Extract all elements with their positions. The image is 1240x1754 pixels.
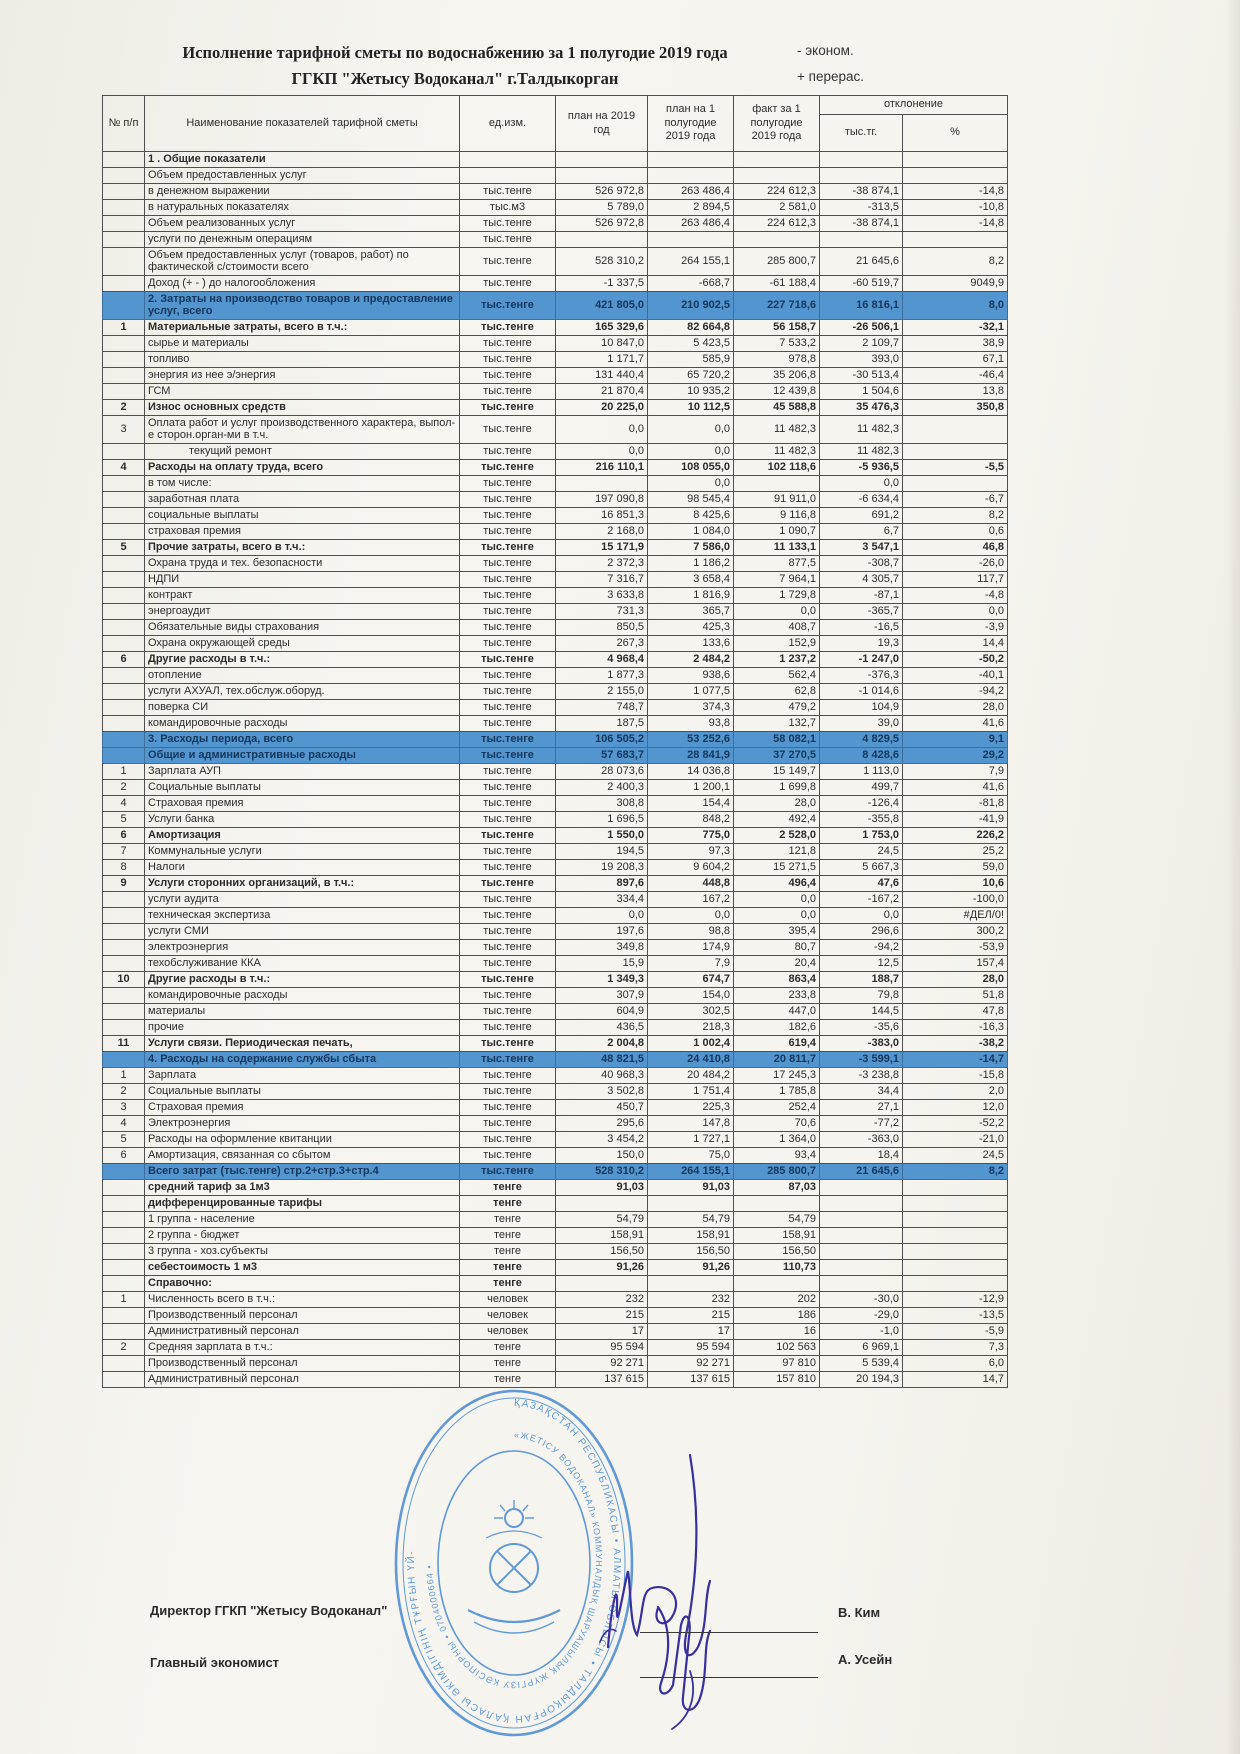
table-row: 2. Затраты на производство товаров и предоставление услуг, всего тыс.тенге 421 805,0 210 902,5 227 718,6 16 816,1 8,0 — [103, 292, 1008, 320]
table-row: социальные выплаты тыс.тенге 16 851,3 8 425,6 9 116,8 691,2 8,2 — [103, 508, 1008, 524]
table-row: энергия из нее э/энергия тыс.тенге 131 440,4 65 720,2 35 206,8 -30 513,4 -46,4 — [103, 368, 1008, 384]
table-row: 1 Материальные затраты, всего в т.ч.: тыс.тенге 165 329,6 82 664,8 56 158,7 -26 506,1 -32,1 — [103, 320, 1008, 336]
table-row: командировочные расходы тыс.тенге 307,9 154,0 233,8 79,8 51,8 — [103, 988, 1008, 1004]
economist-signature-long — [685, 1455, 710, 1655]
table-row: дифференцированные тарифы тенге — [103, 1196, 1008, 1212]
col-header-plan-year: план на 2019 год — [556, 96, 648, 152]
col-header-dev-tys: тыс.тг. — [820, 115, 903, 152]
table-row: материалы тыс.тенге 604,9 302,5 447,0 144,5 47,8 — [103, 1004, 1008, 1020]
table-row: техобслуживание ККА тыс.тенге 15,9 7,9 20,4 12,5 157,4 — [103, 956, 1008, 972]
table-row: себестоимость 1 м3 тенге 91,26 91,26 110,73 — [103, 1260, 1008, 1276]
table-row: сырье и материалы тыс.тенге 10 847,0 5 423,5 7 533,2 2 109,7 38,9 — [103, 336, 1008, 352]
table-body — [103, 152, 1008, 1388]
economist-signature — [658, 1607, 710, 1710]
deviation-legend — [797, 38, 864, 91]
table-row: командировочные расходы тыс.тенге 187,5 93,8 132,7 39,0 41,6 — [103, 716, 1008, 732]
document-title — [110, 40, 800, 93]
table-row: 2 Социальные выплаты тыс.тенге 2 400,3 1 200,1 1 699,8 499,7 41,6 — [103, 780, 1008, 796]
title-line-2: ГГКП "Жетысу Водоканал" г.Талдыкорган — [291, 69, 619, 89]
table-row: ГСМ тыс.тенге 21 870,4 10 935,2 12 439,8 1 504,6 13,8 — [103, 384, 1008, 400]
table-row: Производственный персонал тенге 92 271 92 271 97 810 5 539,4 6,0 — [103, 1356, 1008, 1372]
table-row: Доход (+ - ) до налогообложения тыс.тенге -1 337,5 -668,7 -61 188,4 -60 519,7 9049,9 — [103, 276, 1008, 292]
table-row: в денежном выражении тыс.тенге 526 972,8 263 486,4 224 612,3 -38 874,1 -14,8 — [103, 184, 1008, 200]
table-row: 5 Прочие затраты, всего в т.ч.: тыс.тенге 15 171,9 7 586,0 11 133,1 3 547,1 46,8 — [103, 540, 1008, 556]
table-header — [103, 96, 1008, 152]
table-row: Административный персонал человек 17 17 16 -1,0 -5,9 — [103, 1324, 1008, 1340]
table-row: услуги АХУАЛ, тех.обслуж.оборуд. тыс.тенге 2 155,0 1 077,5 62,8 -1 014,6 -94,2 — [103, 684, 1008, 700]
table-row: услуги СМИ тыс.тенге 197,6 98,8 395,4 296,6 300,2 — [103, 924, 1008, 940]
table-row: 1 Зарплата АУП тыс.тенге 28 073,6 14 036,8 15 149,7 1 113,0 7,9 — [103, 764, 1008, 780]
col-header-plan-half: план на 1 полугодие 2019 года — [648, 96, 734, 152]
legend-overspend: + перерас. — [797, 69, 864, 85]
table-row: Объем предоставленных услуг — [103, 168, 1008, 184]
table-row: 1 Численность всего в т.ч.: человек 232 232 202 -30,0 -12,9 — [103, 1292, 1008, 1308]
table-row: энергоаудит тыс.тенге 731,3 365,7 0,0 -365,7 0,0 — [103, 604, 1008, 620]
stamp-inner-text: «ЖЕТІСУ ВОДОКАНАЛ» КОММУНАЛДЫҚ ШАРУАШЫЛЫҚ ЖҮРГІЗУ КӘСІПОРНЫ • 0704000664 • — [424, 1429, 605, 1691]
table-row: техническая экспертиза тыс.тенге 0,0 0,0 0,0 0,0 #ДЕЛ/0! — [103, 908, 1008, 924]
table-row: 8 Налоги тыс.тенге 19 208,3 9 604,2 15 271,5 5 667,3 59,0 — [103, 860, 1008, 876]
table-row: 6 Амортизация тыс.тенге 1 550,0 775,0 2 528,0 1 753,0 226,2 — [103, 828, 1008, 844]
table-row: Производственный персонал человек 215 215 186 -29,0 -13,5 — [103, 1308, 1008, 1324]
table-row: в натуральных показателях тыс.м3 5 789,0 2 894,5 2 581,0 -313,5 -10,8 — [103, 200, 1008, 216]
table-row: Объем реализованных услуг тыс.тенге 526 972,8 263 486,4 224 612,3 -38 874,1 -14,8 — [103, 216, 1008, 232]
table-row: 4. Расходы на содержание службы сбыта тыс.тенге 48 821,5 24 410,8 20 811,7 -3 599,1 -14,7 — [103, 1052, 1008, 1068]
director-label: Директор ГГКП "Жетысу Водоканал" — [150, 1603, 388, 1618]
table-row: прочие тыс.тенге 436,5 218,3 182,6 -35,6 -16,3 — [103, 1020, 1008, 1036]
legend-economy: - эконом. — [797, 43, 854, 58]
table-row: НДПИ тыс.тенге 7 316,7 3 658,4 7 964,1 4 305,7 117,7 — [103, 572, 1008, 588]
table-row: 6 Амортизация, связанная со сбытом тыс.тенге 150,0 75,0 93,4 18,4 24,5 — [103, 1148, 1008, 1164]
table-row: электроэнергия тыс.тенге 349,8 174,9 80,7 -94,2 -53,9 — [103, 940, 1008, 956]
director-signature-line — [640, 1632, 818, 1633]
table-row: 2 Социальные выплаты тыс.тенге 3 502,8 1 751,4 1 785,8 34,4 2,0 — [103, 1084, 1008, 1100]
table-row: топливо тыс.тенге 1 171,7 585,9 978,8 393,0 67,1 — [103, 352, 1008, 368]
table-row: Общие и административные расходы тыс.тенге 57 683,7 28 841,9 37 270,5 8 428,6 29,2 — [103, 748, 1008, 764]
scan-edge-shadow — [1226, 0, 1240, 1754]
table-row: Объем предоставленных услуг (товаров, работ) по фактической с/стоимости всего тыс.тенге 528 310,2 264 155,1 285 800,7 21 645,6 8,2 — [103, 248, 1008, 276]
table-row: 5 Расходы на оформление квитанции тыс.тенге 3 454,2 1 727,1 1 364,0 -363,0 -21,0 — [103, 1132, 1008, 1148]
table-row: 4 Электроэнергия тыс.тенге 295,6 147,8 70,6 -77,2 -52,2 — [103, 1116, 1008, 1132]
table-row: 7 Коммунальные услуги тыс.тенге 194,5 97,3 121,8 24,5 25,2 — [103, 844, 1008, 860]
table-row: 4 Страховая премия тыс.тенге 308,8 154,4 28,0 -126,4 -81,8 — [103, 796, 1008, 812]
table-row: 9 Услуги сторонних организаций, в т.ч.: тыс.тенге 897,6 448,8 496,4 47,6 10,6 — [103, 876, 1008, 892]
table-row: Охрана труда и тех. безопасности тыс.тенге 2 372,3 1 186,2 877,5 -308,7 -26,0 — [103, 556, 1008, 572]
director-signature — [608, 1571, 676, 1647]
col-header-unit: ед.изм. — [460, 96, 556, 152]
table-row: 3. Расходы периода, всего тыс.тенге 106 505,2 53 252,6 58 082,1 4 829,5 9,1 — [103, 732, 1008, 748]
economist-signature-line — [640, 1677, 818, 1678]
table-row: 2 Износ основных средств тыс.тенге 20 225,0 10 112,5 45 588,8 35 476,3 350,8 — [103, 400, 1008, 416]
economist-label: Главный экономист — [150, 1655, 280, 1670]
table-row: 1 . Общие показатели — [103, 152, 1008, 168]
table-row: услуги по денежным операциям тыс.тенге — [103, 232, 1008, 248]
title-line-1: Исполнение тарифной сметы по водоснабжению за 1 полугодие 2019 года — [182, 43, 728, 62]
table-row: 3 Страховая премия тыс.тенге 450,7 225,3 252,4 27,1 12,0 — [103, 1100, 1008, 1116]
table-row: 2 группа - бюджет тенге 158,91 158,91 158,91 — [103, 1228, 1008, 1244]
col-header-dev-pct: % — [903, 115, 1008, 152]
table-row: 3 группа - хоз.субъекты тенге 156,50 156,50 156,50 — [103, 1244, 1008, 1260]
table-row: текущий ремонт тыс.тенге 0,0 0,0 11 482,3 11 482,3 — [103, 444, 1008, 460]
director-name: В. Ким — [838, 1605, 881, 1620]
col-header-num: № п/п — [103, 96, 145, 152]
table-row: 11 Услуги связи. Периодическая печать, тыс.тенге 2 004,8 1 002,4 619,4 -383,0 -38,2 — [103, 1036, 1008, 1052]
table-row: 5 Услуги банка тыс.тенге 1 696,5 848,2 492,4 -355,8 -41,9 — [103, 812, 1008, 828]
table-row: заработная плата тыс.тенге 197 090,8 98 545,4 91 911,0 -6 634,4 -6,7 — [103, 492, 1008, 508]
table-row: средний тариф за 1м3 тенге 91,03 91,03 87,03 — [103, 1180, 1008, 1196]
signatures-ink — [540, 1395, 810, 1735]
economist-name: А. Усейн — [838, 1652, 893, 1667]
table-row: 1 Зарплата тыс.тенге 40 968,3 20 484,2 17 245,3 -3 238,8 -15,8 — [103, 1068, 1008, 1084]
table-row: страховая премия тыс.тенге 2 168,0 1 084,0 1 090,7 6,7 0,6 — [103, 524, 1008, 540]
table-row: услуги аудита тыс.тенге 334,4 167,2 0,0 -167,2 -100,0 — [103, 892, 1008, 908]
table-row: поверка СИ тыс.тенге 748,7 374,3 479,2 104,9 28,0 — [103, 700, 1008, 716]
table-row: 4 Расходы на оплату труда, всего тыс.тенге 216 110,1 108 055,0 102 118,6 -5 936,5 -5,5 — [103, 460, 1008, 476]
col-header-deviation: отклонение — [820, 96, 1008, 115]
table-row: контракт тыс.тенге 3 633,8 1 816,9 1 729,8 -87,1 -4,8 — [103, 588, 1008, 604]
table-row: Всего затрат (тыс.тенге) стр.2+стр.3+стр.4 тыс.тенге 528 310,2 264 155,1 285 800,7 21 645,6 8,2 — [103, 1164, 1008, 1180]
col-header-name: Наименование показателей тарифной сметы — [145, 96, 460, 152]
table-row: 2 Средняя зарплата в т.ч.: тенге 95 594 95 594 102 563 6 969,1 7,3 — [103, 1340, 1008, 1356]
table-row: 1 группа - население тенге 54,79 54,79 54,79 — [103, 1212, 1008, 1228]
stamp-outer-text: ҚАЗАҚСТАН РЕСПУБЛИКАСЫ • АЛМАТЫ ОБЛЫСЫ • ТАЛДЫҚОРҒАН ҚАЛАСЫ ӘКІМДІГІНІҢ ТҰРҒЫН ҮЙ- — [405, 1397, 622, 1725]
table-row: в том числе: тыс.тенге 0,0 0,0 — [103, 476, 1008, 492]
table-row: Охрана окружающей среды тыс.тенге 267,3 133,6 152,9 19,3 14,4 — [103, 636, 1008, 652]
table-row: 10 Другие расходы в т.ч.: тыс.тенге 1 349,3 674,7 863,4 188,7 28,0 — [103, 972, 1008, 988]
table-row: Справочно: тенге — [103, 1276, 1008, 1292]
table-row: 6 Другие расходы в т.ч.: тыс.тенге 4 968,4 2 484,2 1 237,2 -1 247,0 -50,2 — [103, 652, 1008, 668]
table-row: отопление тыс.тенге 1 877,3 938,6 562,4 -376,3 -40,1 — [103, 668, 1008, 684]
col-header-fact-half: факт за 1 полугодие 2019 года — [734, 96, 820, 152]
table-row: Обязательные виды страхования тыс.тенге 850,5 425,3 408,7 -16,5 -3,9 — [103, 620, 1008, 636]
table-row: Административный персонал тенге 137 615 137 615 157 810 20 194,3 14,7 — [103, 1372, 1008, 1388]
table-row: 3 Оплата работ и услуг производственного характера, выпол-е сторон.орган-ми в т.ч. тыс.тенге 0,0 0,0 11 482,3 11 482,3 — [103, 416, 1008, 444]
tariff-table — [102, 95, 1008, 1388]
